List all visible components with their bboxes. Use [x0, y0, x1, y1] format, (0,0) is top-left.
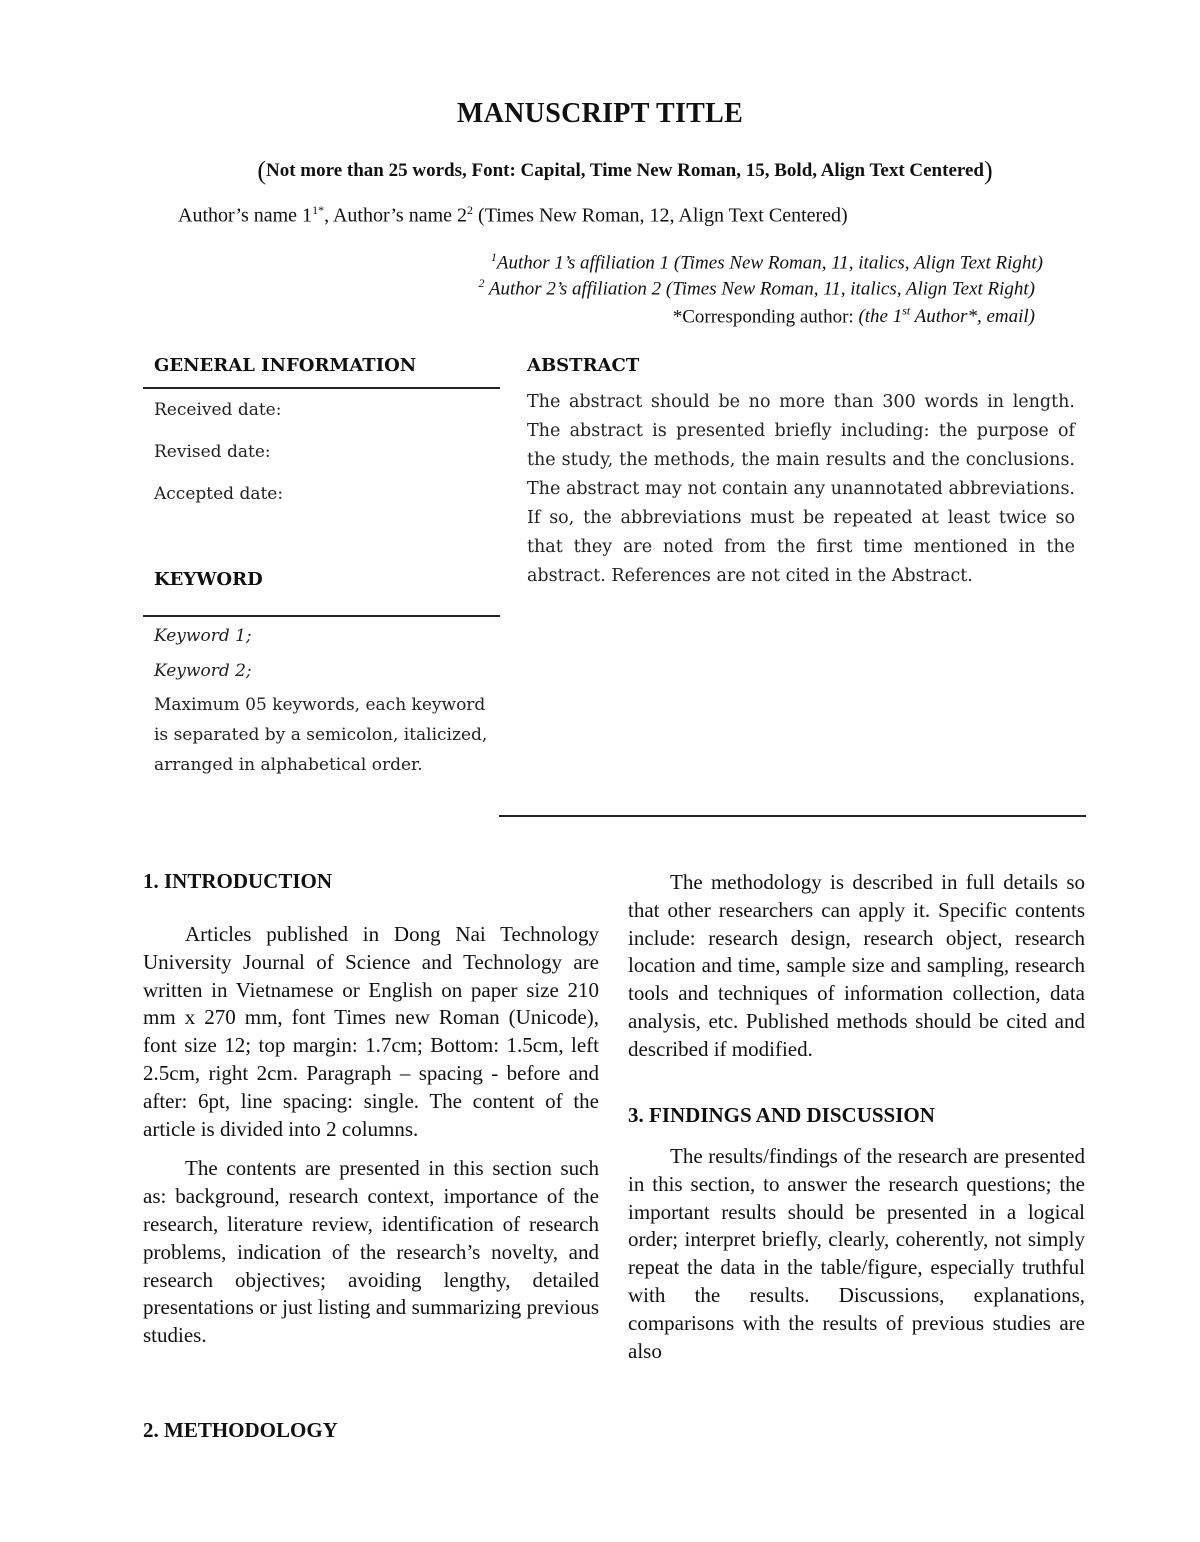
corresponding-label: *Corresponding author: [672, 306, 859, 328]
keyword-2: Keyword 2; [154, 661, 252, 681]
keyword-heading: KEYWORD [154, 569, 263, 590]
author-line [178, 203, 848, 228]
introduction-paragraph-1: Articles published in Dong Nai Technology University Journal of Science and Technology are written in Vietnamese or English on paper size 210 mm x 270 mm, font Times new Roman (Unicode), font size 12; top margin: 1.7cm; Bottom: 1.5cm, left 2.5cm, right 2cm. Paragraph – spacing - before and after: 6pt, line spacing: single. The content of the article is divided into 2 columns. [143, 922, 599, 1141]
corresponding-ordinal: st [902, 304, 911, 318]
affiliation-2-text: Author 2’s affiliation 2 (Times New Roman, 11, italics, Align Text Right) [484, 278, 1035, 300]
affiliation-1-text: Author 1’s affiliation 1 (Times New Roman, 11, italics, Align Text Right) [496, 252, 1043, 274]
affiliation-2-marker: 2 [478, 276, 485, 290]
author-1-name: Author’s name 1 [178, 204, 313, 227]
subtitle-open-paren: ( [257, 156, 266, 185]
keyword-divider [143, 615, 500, 617]
abstract-text: The abstract should be no more than 300 words in length. The abstract is presented briefly including: the purpose of the study, the methods, the main results and the conclusions. The abstract may not contain any unannotated abbreviations. If so, the abbreviations must be repeated at least twice so that they are noted from the first time mentioned in the abstract. References are not cited in the Abstract. [527, 392, 1075, 586]
author-2-name: Author’s name 2 [332, 204, 468, 227]
introduction-body [143, 921, 599, 1350]
keyword-instructions: Maximum 05 keywords, each keyword is separated by a semicolon, italicized, arranged in alphabetical order. [154, 695, 488, 775]
affiliation-1 [491, 250, 1043, 274]
methodology-body [628, 869, 1085, 1064]
findings-heading: 3. FINDINGS AND DISCUSSION [628, 1103, 935, 1127]
title-instructions [0, 156, 1200, 186]
methodology-heading: 2. METHODOLOGY [143, 1418, 338, 1442]
manuscript-title: MANUSCRIPT TITLE [456, 98, 744, 129]
author-separator: , [324, 204, 333, 227]
introduction-heading: 1. INTRODUCTION [143, 869, 333, 893]
subtitle-text: Not more than 25 words, Font: Capital, Time New Roman, 15, Bold, Align Text Centered [266, 160, 984, 181]
general-info-divider [143, 387, 500, 389]
keyword-1: Keyword 1; [154, 626, 252, 646]
author-format-note: (Times New Roman, 12, Align Text Centered) [473, 204, 848, 227]
findings-body [628, 1143, 1085, 1365]
corresponding-open: (the 1 [858, 306, 903, 328]
corresponding-author [673, 304, 1035, 328]
abstract-bottom-divider [499, 815, 1086, 817]
abstract-heading: ABSTRACT [527, 355, 640, 376]
subtitle-close-paren: ) [983, 156, 993, 185]
affiliation-2 [479, 276, 1036, 300]
methodology-paragraph-1: The methodology is described in full details so that other researchers can apply it. Specific contents include: research design, research object, research location and time, sample size and sampling, research tools and techniques of information collection, data analysis, etc. Published methods should be cited and described if modified. [628, 870, 1085, 1061]
affiliation-1-marker: 1 [490, 250, 497, 264]
revised-date-label: Revised date: [154, 442, 271, 462]
introduction-paragraph-2: The contents are presented in this section such as: background, research context, importance of the research, literature review, identification of research problems, indication of the research’s novelty, and research objectives; avoiding lengthy, detailed presentations or just listing and summarizing previous studies. [143, 1156, 599, 1348]
general-information-heading: GENERAL INFORMATION [154, 355, 417, 376]
author-1-marker: 1* [312, 203, 325, 217]
accepted-date-label: Accepted date: [154, 484, 284, 504]
corresponding-close: Author*, email) [910, 306, 1035, 328]
received-date-label: Received date: [154, 400, 282, 420]
author-2-marker: 2 [467, 203, 474, 217]
findings-paragraph-1: The results/findings of the research are presented in this section, to answer the research questions; the important results should be presented in a logical order; interpret briefly, clearly, coherently, not simply repeat the data in the table/figure, especially truthful with the results. Discussions, explanations, comparisons with the results of previous studies are also [628, 1144, 1085, 1363]
